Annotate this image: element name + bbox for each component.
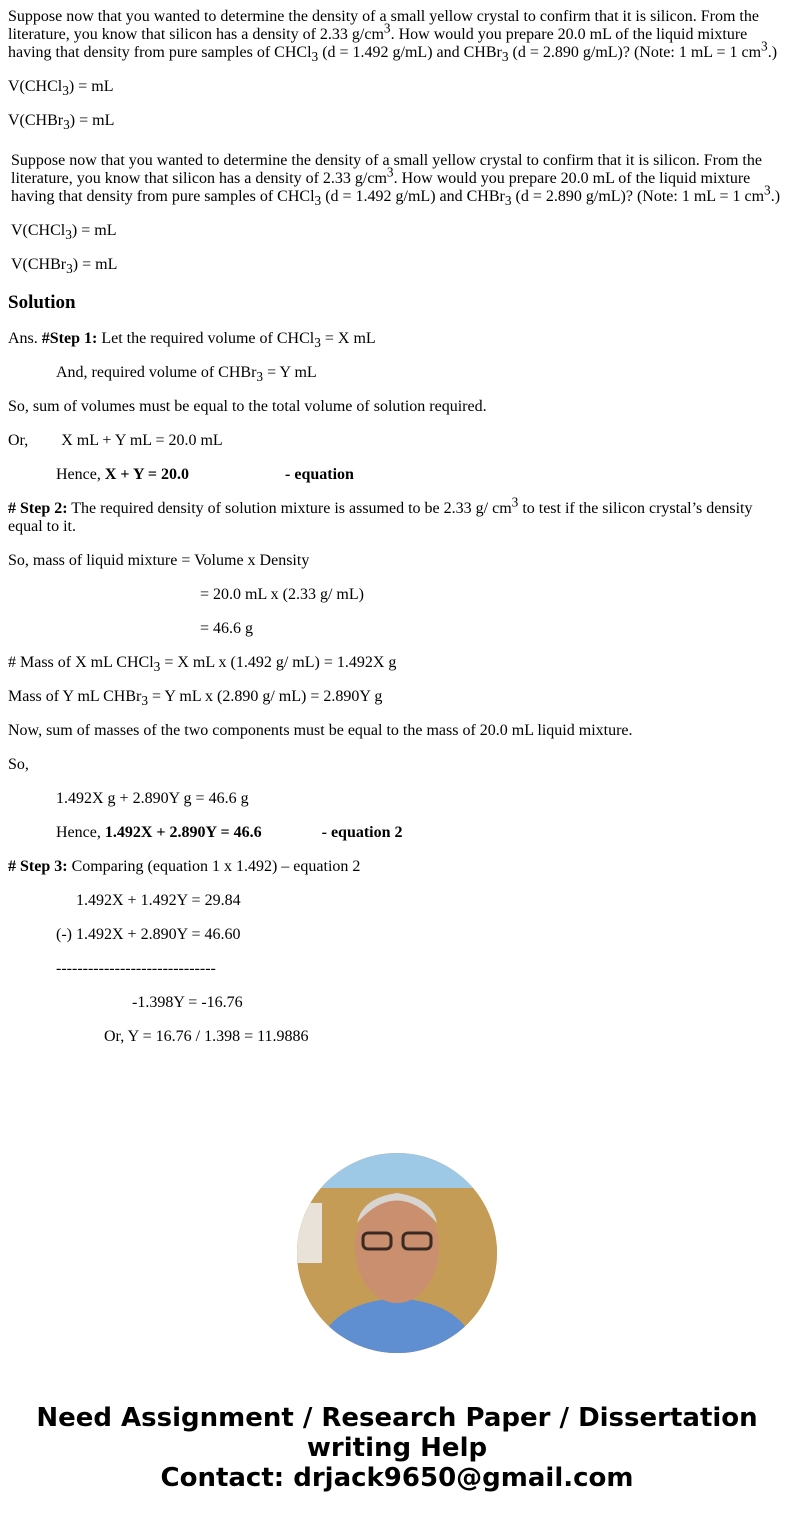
solution-line: Hence, X + Y = 20.0 - equation — [56, 466, 354, 483]
solution-line: ------------------------------ — [56, 960, 216, 977]
solution-line: # Step 2: The required density of solution mixture is assumed to be 2.33 g/ $cm^3$ to test if the silicon crystal’s density equal to it. — [8, 494, 753, 535]
solution-line: So, — [8, 756, 29, 773]
footer-contact: Contact: drjack9650@gmail.com — [160, 1463, 634, 1493]
question-text: Suppose now that you wanted to determine the density of a small yellow crystal to confirm that it is silicon. From the literature, you know that silicon has a density of 2.33 $g/cm^3$. How would you prepare 20.0 mL of the liquid mixture having that density from pure samples of CHCl$_3$ (d = 1.492 g/mL) and CHBr$_3$ (d = 2.890 g/mL)? (Note: 1 mL = 1 $cm^3$.) — [8, 8, 778, 65]
solution-line: # Mass of X mL CHCl$_3$ = X mL x (1.492 g/ mL) = 1.492X g — [8, 654, 397, 675]
solution-line: Now, sum of masses of the two components must be equal to the mass of 20.0 mL liquid mixture. — [8, 722, 633, 739]
solution-line: And, required volume of CHBr$_3$ = Y mL — [56, 364, 317, 385]
answer-field-chbr3-repeat: V(CHBr$_3$) = mL — [11, 256, 118, 277]
solution-line: So, mass of liquid mixture = Volume x Density — [8, 552, 310, 569]
solution-line: Mass of Y mL CHBr$_3$ = Y mL x (2.890 g/ mL) = 2.890Y g — [8, 688, 383, 709]
solution-line: (-) 1.492X + 2.890Y = 46.60 — [56, 926, 241, 943]
solution-heading: Solution — [8, 292, 76, 313]
question-text-repeat: Suppose now that you wanted to determine the density of a small yellow crystal to confirm that it is silicon. From the literature, you know that silicon has a density of 2.33 $g/cm^3$. How would you prepare 20.0 mL of the liquid mixture having that density from pure samples of CHCl$_3$ (d = 1.492 g/mL) and CHBr$_3$ (d = 2.890 g/mL)? (Note: 1 mL = 1 $cm^3$.) — [11, 152, 781, 209]
footer-help-text: Need Assignment / Research Paper / Dissertation writing Help — [36, 1403, 758, 1463]
answer-field-chbr3: V(CHBr$_3$) = mL — [8, 112, 115, 133]
answer-field-chcl3-repeat: V(CHCl$_3$) = mL — [11, 222, 117, 243]
document-content — [8, 0, 786, 1145]
solution-line: = 20.0 mL x (2.33 g/ mL) — [200, 586, 364, 603]
solution-line: 1.492X + 1.492Y = 29.84 — [76, 892, 241, 909]
solution-line: # Step 3: Comparing (equation 1 x 1.492) – equation 2 — [8, 858, 361, 875]
solution-line: Or, X mL + Y mL = 20.0 mL — [8, 432, 223, 449]
tutor-avatar — [297, 1153, 497, 1353]
footer-banner — [0, 1403, 794, 1493]
solution-line: Ans. #Step 1: Let the required volume of CHCl$_3$ = X mL — [8, 330, 376, 351]
answer-field-chcl3: V(CHCl$_3$) = mL — [8, 78, 114, 99]
solution-line: -1.398Y = -16.76 — [132, 994, 243, 1011]
solution-line: = 46.6 g — [200, 620, 254, 637]
solution-line: Hence, 1.492X + 2.890Y = 46.6 - equation 2 — [56, 824, 403, 841]
solution-line: So, sum of volumes must be equal to the total volume of solution required. — [8, 398, 487, 415]
solution-line: 1.492X g + 2.890Y g = 46.6 g — [56, 790, 249, 807]
solution-line: Or, Y = 16.76 / 1.398 = 11.9886 — [104, 1028, 309, 1045]
